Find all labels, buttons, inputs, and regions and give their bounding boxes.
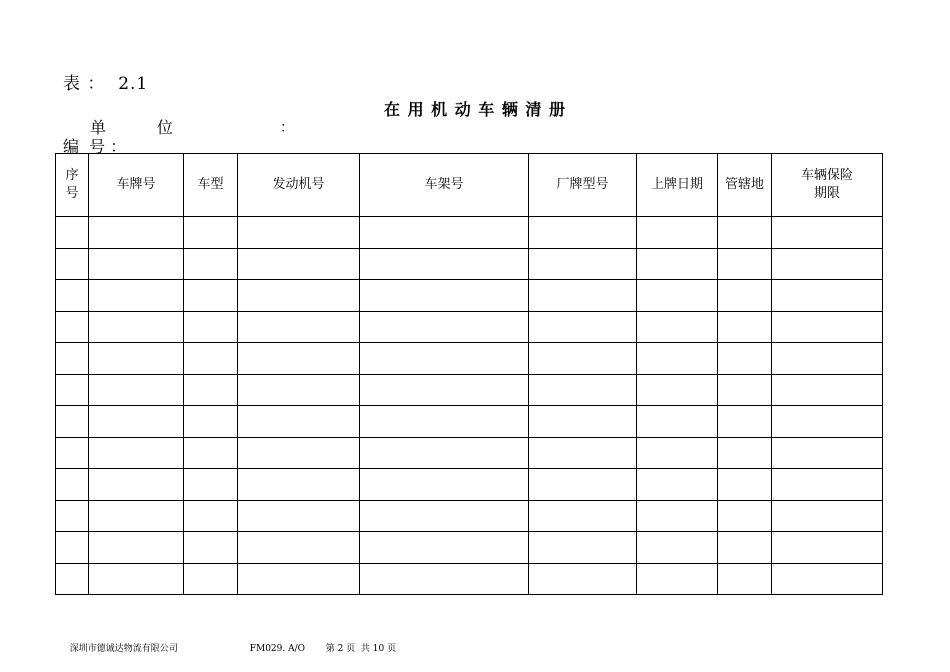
- table-cell[interactable]: [529, 563, 637, 595]
- table-cell[interactable]: [360, 406, 529, 438]
- footer: [64, 631, 396, 654]
- table-cell[interactable]: [718, 343, 772, 375]
- table-row: [56, 217, 883, 249]
- table-row: [56, 406, 883, 438]
- table-label: 表 ： 2.1: [63, 74, 149, 94]
- table-cell[interactable]: [184, 343, 238, 375]
- table-cell[interactable]: [56, 406, 89, 438]
- table-cell[interactable]: [637, 563, 718, 595]
- table-cell[interactable]: [637, 248, 718, 280]
- table-cell[interactable]: [238, 437, 360, 469]
- table-cell[interactable]: [56, 532, 89, 564]
- table-cell[interactable]: [529, 217, 637, 249]
- table-cell[interactable]: [529, 248, 637, 280]
- table-cell[interactable]: [89, 311, 184, 343]
- table-cell[interactable]: [89, 248, 184, 280]
- table-cell[interactable]: [718, 248, 772, 280]
- table-cell[interactable]: [184, 248, 238, 280]
- table-cell[interactable]: [89, 563, 184, 595]
- table-cell[interactable]: [184, 311, 238, 343]
- table-cell[interactable]: [360, 500, 529, 532]
- table-cell[interactable]: [238, 248, 360, 280]
- table-cell[interactable]: [772, 532, 883, 564]
- table-cell[interactable]: [56, 563, 89, 595]
- column-header-reg-date: 上牌日期: [637, 154, 718, 217]
- table-cell[interactable]: [184, 532, 238, 564]
- table-cell[interactable]: [637, 532, 718, 564]
- table-cell[interactable]: [56, 500, 89, 532]
- table-cell[interactable]: [184, 217, 238, 249]
- table-cell[interactable]: [718, 280, 772, 312]
- table-header-row: [56, 154, 883, 217]
- table-cell[interactable]: [184, 469, 238, 501]
- table-cell[interactable]: [360, 532, 529, 564]
- table-cell[interactable]: [772, 311, 883, 343]
- footer-page-info: 第 2 页 共 10 页: [325, 644, 397, 654]
- table-cell[interactable]: [718, 217, 772, 249]
- table-cell[interactable]: [89, 469, 184, 501]
- document-title: 在 用 机 动 车 辆 清 册: [384, 100, 566, 119]
- table-row: [56, 343, 883, 375]
- table-cell[interactable]: [360, 374, 529, 406]
- table-cell[interactable]: [56, 437, 89, 469]
- table-cell[interactable]: [56, 343, 89, 375]
- table-cell[interactable]: [360, 343, 529, 375]
- table-cell[interactable]: [718, 406, 772, 438]
- table-cell[interactable]: [184, 406, 238, 438]
- table-cell[interactable]: [360, 217, 529, 249]
- table-cell[interactable]: [529, 374, 637, 406]
- table-cell[interactable]: [360, 248, 529, 280]
- table-cell[interactable]: [718, 500, 772, 532]
- table-cell[interactable]: [89, 280, 184, 312]
- table-cell[interactable]: [637, 374, 718, 406]
- table-cell[interactable]: [56, 311, 89, 343]
- table-row: [56, 311, 883, 343]
- table-cell[interactable]: [637, 437, 718, 469]
- table-cell[interactable]: [529, 500, 637, 532]
- footer-company: 深圳市德诚达物流有限公司: [69, 644, 178, 654]
- table-cell[interactable]: [184, 280, 238, 312]
- table-cell[interactable]: [360, 437, 529, 469]
- table-cell[interactable]: [718, 374, 772, 406]
- table-cell[interactable]: [772, 343, 883, 375]
- table-cell[interactable]: [89, 406, 184, 438]
- table-cell[interactable]: [772, 563, 883, 595]
- table-cell[interactable]: [238, 500, 360, 532]
- table-cell[interactable]: [772, 469, 883, 501]
- table-cell[interactable]: [360, 563, 529, 595]
- table-cell[interactable]: [238, 406, 360, 438]
- table-cell[interactable]: [718, 469, 772, 501]
- table-cell[interactable]: [56, 374, 89, 406]
- table-cell[interactable]: [637, 280, 718, 312]
- table-cell[interactable]: [184, 437, 238, 469]
- table-row: [56, 374, 883, 406]
- table-cell[interactable]: [718, 563, 772, 595]
- table-row: [56, 563, 883, 595]
- table-cell[interactable]: [89, 500, 184, 532]
- table-cell[interactable]: [238, 217, 360, 249]
- table-cell[interactable]: [529, 311, 637, 343]
- table-cell[interactable]: [238, 311, 360, 343]
- table-cell[interactable]: [772, 248, 883, 280]
- table-cell[interactable]: [360, 280, 529, 312]
- table-cell[interactable]: [89, 532, 184, 564]
- table-row: [56, 437, 883, 469]
- table-cell[interactable]: [529, 437, 637, 469]
- vehicle-register-table: [55, 153, 883, 595]
- unit-colon: ：: [280, 120, 294, 136]
- table-cell[interactable]: [184, 500, 238, 532]
- table-cell[interactable]: [238, 563, 360, 595]
- table-cell[interactable]: [184, 374, 238, 406]
- footer-doc-code: FM029. A/O: [249, 644, 306, 654]
- table-row: [56, 280, 883, 312]
- table-cell[interactable]: [529, 343, 637, 375]
- table-cell[interactable]: [89, 374, 184, 406]
- table-cell[interactable]: [772, 437, 883, 469]
- table-cell[interactable]: [772, 374, 883, 406]
- table-cell[interactable]: [238, 343, 360, 375]
- column-header-jurisdiction: 管辖地: [718, 154, 772, 217]
- table-row: [56, 469, 883, 501]
- table-cell[interactable]: [637, 406, 718, 438]
- table-cell[interactable]: [772, 406, 883, 438]
- table-cell[interactable]: [238, 532, 360, 564]
- table-cell[interactable]: [238, 280, 360, 312]
- table-cell[interactable]: [360, 311, 529, 343]
- number-label: 编 号 ：: [63, 137, 127, 156]
- table-cell[interactable]: [529, 469, 637, 501]
- table-cell[interactable]: [718, 311, 772, 343]
- column-header-plate: 车牌号: [89, 154, 184, 217]
- column-header-chassis: 车架号: [360, 154, 529, 217]
- table-cell[interactable]: [637, 469, 718, 501]
- table-cell[interactable]: [529, 406, 637, 438]
- unit-label: 单 位: [90, 118, 173, 137]
- table-cell[interactable]: [772, 500, 883, 532]
- column-header-insurance: 车辆保险 期限: [772, 154, 883, 217]
- table-cell[interactable]: [184, 563, 238, 595]
- table-cell[interactable]: [529, 532, 637, 564]
- table-cell[interactable]: [238, 469, 360, 501]
- table-cell[interactable]: [637, 500, 718, 532]
- table-cell[interactable]: [772, 217, 883, 249]
- table-cell[interactable]: [56, 280, 89, 312]
- table-cell[interactable]: [772, 280, 883, 312]
- table-cell[interactable]: [89, 343, 184, 375]
- table-cell[interactable]: [718, 437, 772, 469]
- table-cell[interactable]: [637, 217, 718, 249]
- table-cell[interactable]: [529, 280, 637, 312]
- table-row: [56, 500, 883, 532]
- table-cell[interactable]: [238, 374, 360, 406]
- table-row: [56, 532, 883, 564]
- table-cell[interactable]: [718, 532, 772, 564]
- column-header-engine: 发动机号: [238, 154, 360, 217]
- table-cell[interactable]: [637, 311, 718, 343]
- column-header-seq: 序 号: [56, 154, 89, 217]
- table-cell[interactable]: [56, 217, 89, 249]
- column-header-brand: 厂牌型号: [529, 154, 637, 217]
- table-cell[interactable]: [89, 437, 184, 469]
- table-cell[interactable]: [56, 248, 89, 280]
- table-cell[interactable]: [637, 343, 718, 375]
- column-header-model: 车型: [184, 154, 238, 217]
- table-cell[interactable]: [360, 469, 529, 501]
- table-cell[interactable]: [89, 217, 184, 249]
- table-cell[interactable]: [56, 469, 89, 501]
- table-row: [56, 248, 883, 280]
